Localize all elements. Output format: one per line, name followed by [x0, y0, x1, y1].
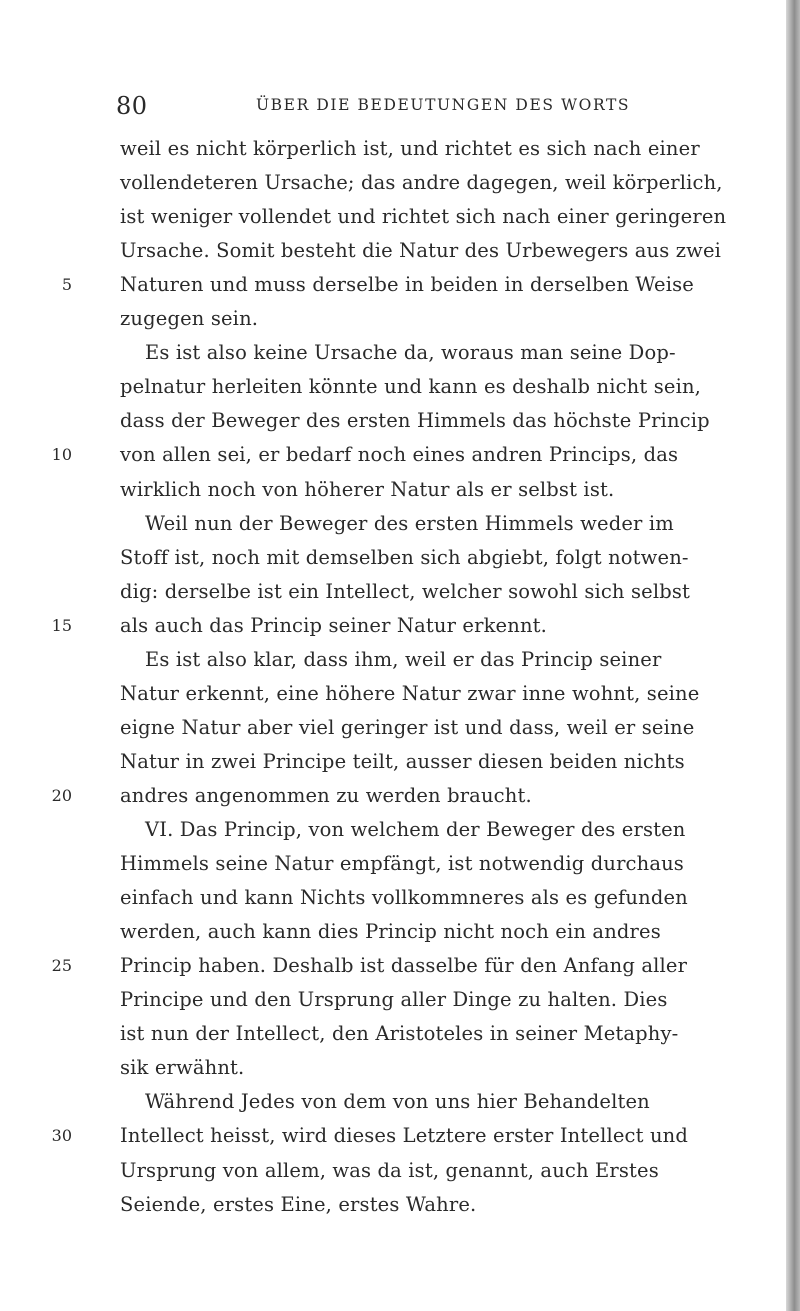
- line-text: Intellect heisst, wird dieses Letztere erster Intellect und: [120, 1124, 688, 1148]
- page-header: [116, 92, 676, 120]
- line-text: andres angenommen zu werden braucht.: [120, 783, 532, 807]
- line-text: dig: derselbe ist ein Intellect, welcher sowohl sich selbst: [120, 579, 690, 603]
- line-text: Ursprung von allem, was da ist, genannt, auch Erstes: [120, 1158, 659, 1182]
- running-title: ÜBER DIE BEDEUTUNGEN DES WORTS: [256, 96, 631, 114]
- line-text: pelnatur herleiten könnte und kann es deshalb nicht sein,: [120, 375, 702, 399]
- line-number: 30: [51, 1126, 72, 1146]
- line-text: Es ist also klar, dass ihm, weil er das Princip seiner: [145, 647, 662, 671]
- line-text: Es ist also keine Ursache da, woraus man seine Dop-: [145, 341, 676, 365]
- line-text: vollendeteren Ursache; das andre dagegen, weil körperlich,: [120, 171, 723, 195]
- line-text: Stoff ist, noch mit demselben sich abgiebt, folgt notwen-: [120, 545, 689, 569]
- line-text: von allen sei, er bedarf noch eines andren Princips, das: [120, 443, 679, 467]
- line-number: 25: [51, 956, 72, 976]
- line-text: Seiende, erstes Eine, erstes Wahre.: [120, 1192, 477, 1216]
- line-text: ist nun der Intellect, den Aristoteles in seiner Metaphy-: [120, 1022, 679, 1046]
- line-text: dass der Beweger des ersten Himmels das höchste Princip: [120, 409, 710, 433]
- line-number: 5: [61, 275, 72, 295]
- line-text: VI. Das Princip, von welchem der Beweger des ersten: [145, 818, 686, 841]
- line-text: sik erwähnt.: [120, 1056, 245, 1080]
- line-text: ist weniger vollendet und richtet sich nach einer geringeren: [120, 205, 727, 229]
- line-text: Natur erkennt, eine höhere Natur zwar inne wohnt, seine: [120, 681, 700, 705]
- line-text: Während Jedes von dem von uns hier Behandelten: [145, 1090, 650, 1114]
- line-text: weil es nicht körperlich ist, und richtet es sich nach einer: [120, 137, 700, 160]
- line-number: 15: [51, 615, 72, 635]
- line-text: werden, auch kann dies Princip nicht noch ein andres: [120, 920, 661, 944]
- line-text: Himmels seine Natur empfängt, ist notwendig durchaus: [120, 852, 684, 876]
- line-number: 10: [51, 445, 72, 465]
- line-text: als auch das Princip seiner Natur erkennt.: [120, 613, 547, 637]
- line-text: eigne Natur aber viel geringer ist und dass, weil er seine: [120, 715, 695, 739]
- line-number: 20: [51, 785, 72, 805]
- line-text: Princip haben. Deshalb ist dasselbe für den Anfang aller: [120, 954, 688, 978]
- page-edge-shadow: [786, 0, 800, 1311]
- line-text: Naturen und muss derselbe in beiden in derselben Weise: [120, 273, 694, 297]
- line-text: Principe und den Ursprung aller Dinge zu halten. Dies: [120, 988, 668, 1012]
- line-text: Natur in zwei Principe teilt, ausser diesen beiden nichts: [120, 749, 685, 773]
- line-text: einfach und kann Nichts vollkommneres als es gefunden: [120, 886, 688, 910]
- page-number: 80: [116, 92, 148, 120]
- line-text: wirklich noch von höherer Natur als er selbst ist.: [120, 477, 615, 501]
- line-text: Weil nun der Beweger des ersten Himmels weder im: [145, 511, 674, 535]
- line-text: Ursache. Somit besteht die Natur des Urbewegers aus zwei: [120, 239, 722, 263]
- line-text: zugegen sein.: [120, 307, 259, 331]
